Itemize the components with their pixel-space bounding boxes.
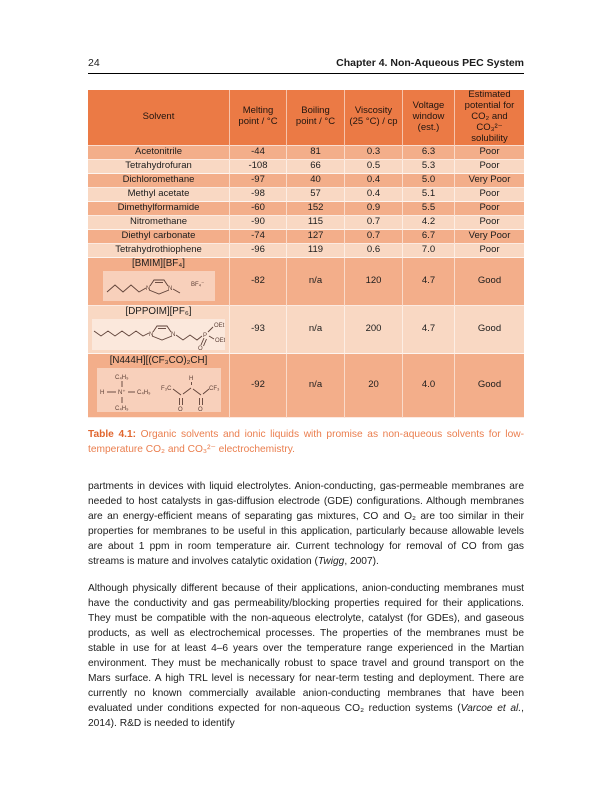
boiling-point-value: 119 [287,244,345,258]
n444h-butyl-bottom-label: C₄H₉ [114,406,128,413]
melting-point-value: -92 [230,354,287,418]
n444h-h-left-label: H [99,390,104,397]
solvent-name: Diethyl carbonate [88,230,230,244]
viscosity-value: 0.9 [345,202,403,216]
melting-point-value: -98 [230,188,287,202]
boiling-point-value: 57 [287,188,345,202]
viscosity-value: 0.4 [345,188,403,202]
dppoim-p-label: P [203,332,208,339]
solvent-name: Acetonitrile [88,146,230,160]
viscosity-value: 20 [345,354,403,418]
citation-twigg: Twigg [317,556,345,568]
melting-point-value: -82 [230,258,287,306]
solvent-name: Tetrahydrofuran [88,160,230,174]
solvent-name: Dichloromethane [88,174,230,188]
dppoim-oet-right-label: OEt [215,337,225,344]
boiling-point-value: 115 [287,216,345,230]
solvent-name: Dimethylformamide [88,202,230,216]
potential-value: Good [455,258,524,306]
potential-value: Poor [455,202,524,216]
n444h-n-label: N⁺ [117,390,125,397]
potential-value: Poor [455,188,524,202]
paragraph-1-end: , 2007). [344,556,379,568]
table-row-ionic-dppoim [88,306,524,355]
table-caption [88,427,524,457]
running-header [88,57,524,74]
table-row [88,244,524,258]
dppoim-n-right-label: N [171,331,176,338]
paragraph-2-end: , 2014). R&D is needed to identify [88,703,524,730]
dppoim-structure-image [92,319,225,350]
potential-value: Very Poor [455,174,524,188]
n444h-cf3-label: CF₃ [208,386,219,393]
potential-value: Good [455,306,524,355]
melting-point-value: -108 [230,160,287,174]
paragraph-2 [88,581,524,731]
table-row [88,202,524,216]
n444h-butyl-top-label: C₄H₉ [114,375,128,382]
bmim-n-right-label: N [167,285,172,292]
voltage-window-value: 4.7 [403,306,455,355]
potential-value: Good [455,354,524,418]
column-header-solvent: Solvent [88,90,230,146]
dppoim-n-left-label: N [149,331,154,338]
column-header-viscosity: Viscosity (25 °C) / cp [345,90,403,146]
table-header-row [88,90,524,146]
voltage-window-value: 5.1 [403,188,455,202]
voltage-window-value: 4.0 [403,354,455,418]
table-row [88,230,524,244]
potential-value: Poor [455,146,524,160]
n444h-structure-image [97,368,221,412]
melting-point-value: -97 [230,174,287,188]
melting-point-value: -90 [230,216,287,230]
paragraph-1-text: partments in devices with liquid electrolytes. Anion-conducting, gas-permeable membranes are needed to host catalysts in gas-diffusion electrode (GDE) configurations. Although membranes are an energy-efficient means of separating gas mixtures, CO and O₂ are too similar in their properties for membranes to be useful in this application, particularly because allowable levels are about 1 ppm in room temperature air. Current technology for removal of CO from gas streams is mature and involves catalytic oxidation ( [88,481,524,568]
n444h-o1-label: O [177,407,183,413]
table-row [88,174,524,188]
boiling-point-value: 66 [287,160,345,174]
ionic-liquid-name: [BMIM][BF₄] [132,257,185,269]
voltage-window-value: 5.5 [403,202,455,216]
bmim-anion-label: BF₄⁻ [190,281,204,288]
table-row [88,146,524,160]
table-caption-text: Organic solvents and ionic liquids with promise as non-aqueous solvents for low-temperature CO₂ and CO₃²⁻ electrochemistry. [88,429,524,456]
boiling-point-value: 40 [287,174,345,188]
dppoim-o-label: O [198,345,203,350]
melting-point-value: -96 [230,244,287,258]
boiling-point-value: 127 [287,230,345,244]
column-header-estimated-potential: Estimated potential for CO₂ and CO₃²⁻ solubility [455,90,524,146]
table-row-ionic-bmim [88,258,524,306]
ionic-liquid-name: [DPPOIM][PF₆] [125,305,192,317]
voltage-window-value: 6.3 [403,146,455,160]
chapter-title: Chapter 4. Non-Aqueous PEC System [336,57,524,69]
solvent-name: Nitromethane [88,216,230,230]
potential-value: Poor [455,216,524,230]
boiling-point-value: n/a [287,258,345,306]
page-number: 24 [88,57,100,69]
viscosity-value: 200 [345,306,403,355]
solvent-name: Methyl acetate [88,188,230,202]
n444h-butyl-right-label: C₄H₉ [136,390,150,397]
column-header-boiling-point: Boiling point / °C [287,90,345,146]
melting-point-value: -44 [230,146,287,160]
viscosity-value: 0.7 [345,230,403,244]
voltage-window-value: 4.2 [403,216,455,230]
voltage-window-value: 5.0 [403,174,455,188]
viscosity-value: 0.5 [345,160,403,174]
boiling-point-value: n/a [287,306,345,355]
voltage-window-value: 6.7 [403,230,455,244]
paragraph-1 [88,479,524,569]
melting-point-value: -60 [230,202,287,216]
voltage-window-value: 7.0 [403,244,455,258]
boiling-point-value: 152 [287,202,345,216]
viscosity-value: 0.3 [345,146,403,160]
melting-point-value: -93 [230,306,287,355]
table-caption-label: Table 4.1: [88,429,137,441]
column-header-voltage-window: Voltage window (est.) [403,90,455,146]
boiling-point-value: 81 [287,146,345,160]
table-row [88,188,524,202]
viscosity-value: 0.4 [345,174,403,188]
n444h-f3c-label: F₃C [160,386,171,393]
solvents-table [88,90,524,418]
viscosity-value: 120 [345,258,403,306]
n444h-o2-label: O [197,407,203,413]
boiling-point-value: n/a [287,354,345,418]
column-header-melting-point: Melting point / °C [230,90,287,146]
viscosity-value: 0.7 [345,216,403,230]
melting-point-value: -74 [230,230,287,244]
potential-value: Poor [455,244,524,258]
bmim-n-left-label: N [145,285,150,292]
voltage-window-value: 4.7 [403,258,455,306]
bmim-structure-image [103,271,215,301]
solvent-name: Tetrahydrothiophene [88,244,230,258]
ionic-liquid-name: [N444H][(CF₃CO)₂CH] [109,355,208,367]
citation-varcoe: Varcoe et al. [460,703,522,715]
voltage-window-value: 5.3 [403,160,455,174]
n444h-h-top-label: H [188,376,193,383]
viscosity-value: 0.6 [345,244,403,258]
dppoim-oet-top-label: OEt [214,322,225,329]
potential-value: Poor [455,160,524,174]
table-row [88,160,524,174]
body-text [88,479,524,731]
potential-value: Very Poor [455,230,524,244]
table-row [88,216,524,230]
table-row-ionic-n444h [88,354,524,418]
paragraph-2-text: Although physically different because of their applications, anion-conducting membranes must have the conductivity and gas permeability/blocking properties required for their applications. They must be compatible with the non-aqueous electrolyte, catalyst (for GDEs), and gaseous products, as well as electrochemical processes. The properties of the membranes must be stable in use for at least 4–6 years over the temperature range experienced in the Martian environment. They must be mechanically robust to space travel and ground transport on the Mars surface. A high TRL level is necessary for near-term testing and deployment. There are currently no known commercially available anion-conducting membranes that have been evaluated under conditions expected for non-aqueous CO₂ reduction systems ( [88,583,524,715]
